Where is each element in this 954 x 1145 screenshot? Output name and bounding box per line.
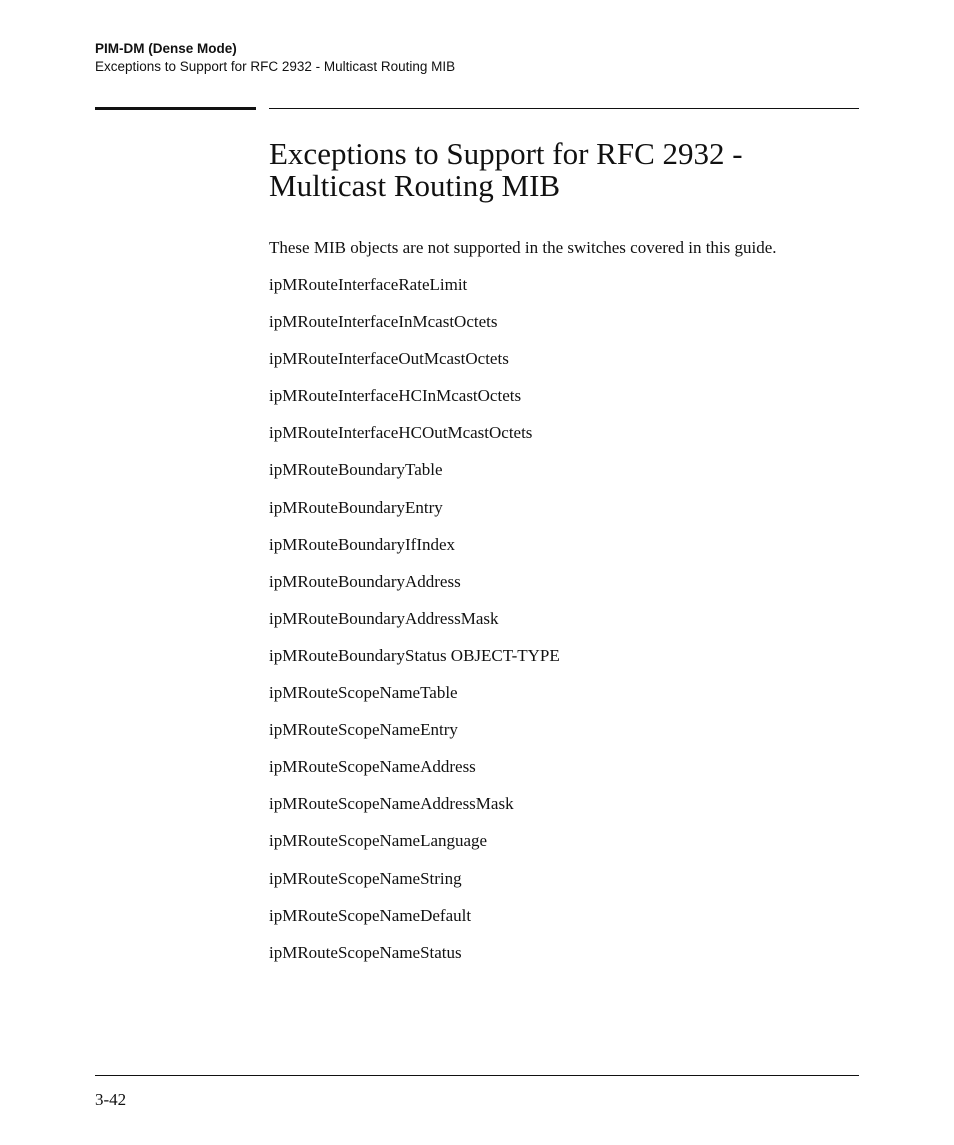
header-rule-thin — [269, 108, 859, 109]
list-item: ipMRouteScopeNameTable — [269, 683, 458, 703]
list-item: ipMRouteScopeNameString — [269, 868, 462, 888]
list-item: ipMRouteScopeNameAddress — [269, 757, 476, 777]
running-header — [95, 40, 455, 76]
page-title-line-2: Multicast Routing MIB — [269, 168, 561, 203]
page-number: 3-42 — [95, 1090, 127, 1109]
footer-rule — [95, 1075, 859, 1076]
main-content — [269, 138, 859, 978]
list-item: ipMRouteInterfaceHCInMcastOctets — [269, 386, 522, 406]
list-item: ipMRouteBoundaryTable — [269, 460, 443, 480]
list-item: ipMRouteBoundaryAddress — [269, 571, 461, 591]
page-title — [269, 138, 859, 202]
list-item: ipMRouteBoundaryIfIndex — [269, 534, 456, 554]
list-item: ipMRouteBoundaryStatus OBJECT-TYPE — [269, 645, 560, 665]
chapter-title: PIM-DM (Dense Mode) — [95, 41, 237, 56]
list-item: ipMRouteScopeNameEntry — [269, 720, 458, 740]
list-item: ipMRouteScopeNameDefault — [269, 905, 472, 925]
section-subtitle: Exceptions to Support for RFC 2932 - Multicast Routing MIB — [95, 59, 456, 74]
mib-object-list — [269, 273, 859, 965]
intro-paragraph: These MIB objects are not supported in the switches covered in this guide. — [269, 238, 777, 257]
list-item: ipMRouteInterfaceRateLimit — [269, 275, 468, 294]
list-item: ipMRouteInterfaceOutMcastOctets — [269, 349, 509, 369]
list-item: ipMRouteInterfaceHCOutMcastOctets — [269, 423, 533, 443]
page-title-line-1: Exceptions to Support for RFC 2932 - — [269, 136, 743, 171]
list-item: ipMRouteScopeNameStatus — [269, 942, 462, 962]
list-item: ipMRouteBoundaryEntry — [269, 497, 443, 517]
header-rule-thick — [95, 107, 256, 110]
list-item: ipMRouteScopeNameLanguage — [269, 831, 488, 851]
list-item: ipMRouteInterfaceInMcastOctets — [269, 312, 498, 332]
list-item: ipMRouteBoundaryAddressMask — [269, 608, 499, 628]
list-item: ipMRouteScopeNameAddressMask — [269, 794, 514, 814]
